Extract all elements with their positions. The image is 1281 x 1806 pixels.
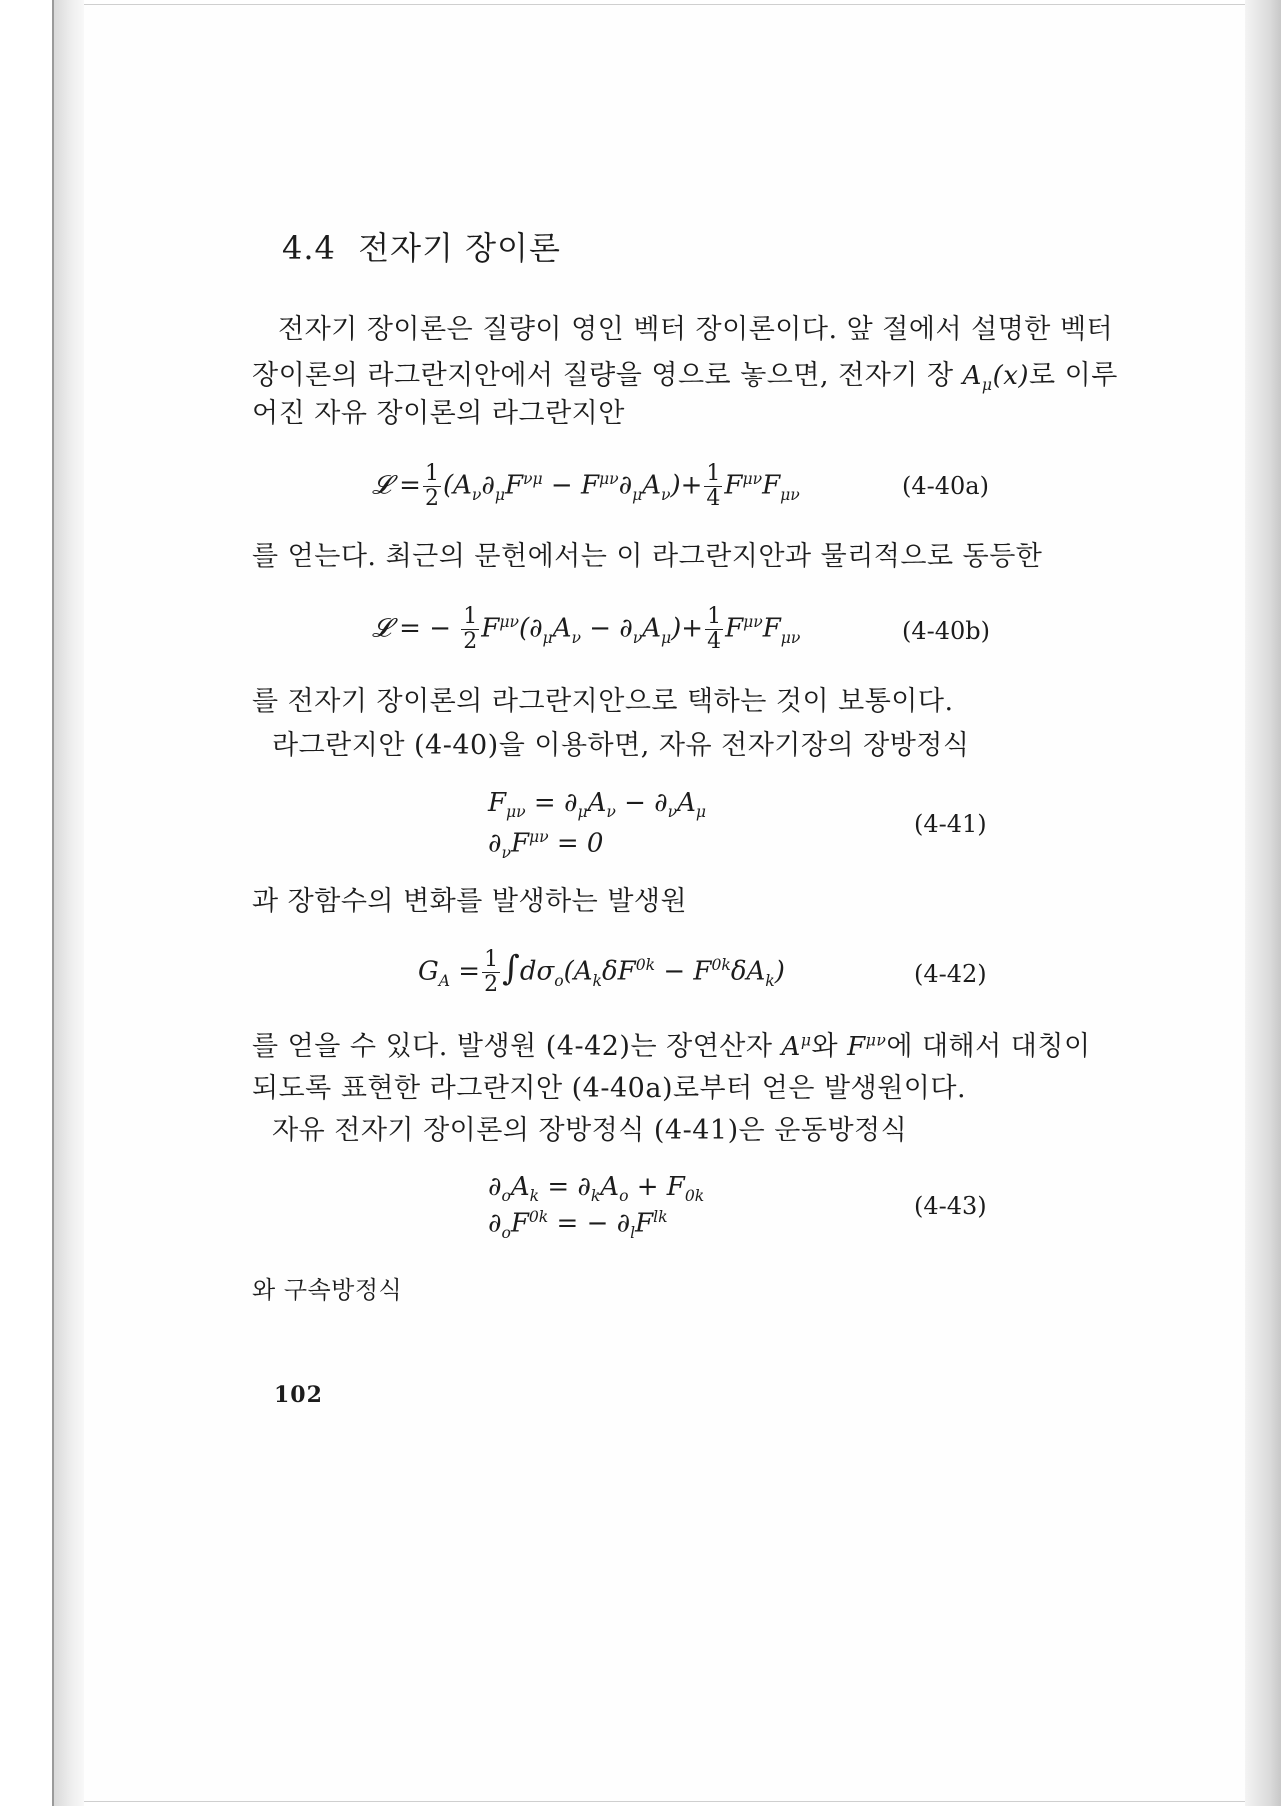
text-run: 장이론의 라그란지안에서 질량을 영으로 놓으면, 전자기 장 xyxy=(252,360,963,391)
equation-number: (4-40b) xyxy=(902,617,991,645)
inline-math-A-mu: $A^\mu$ xyxy=(781,1031,812,1062)
paragraph-line: 자유 전자기 장이론의 장방정식 (4-41)은 운동방정식 xyxy=(272,1115,908,1146)
equation-number: (4-43) xyxy=(914,1192,987,1220)
page-number: 102 xyxy=(274,1382,323,1408)
paragraph-line xyxy=(252,362,1118,394)
equation-number: (4-42) xyxy=(914,960,987,988)
equation-4-41-line2: $\partial_\nu F^{\mu\nu} = 0$ xyxy=(488,828,604,862)
equation-number: (4-41) xyxy=(914,810,987,838)
paragraph-line: 전자기 장이론은 질량이 영인 벡터 장이론이다. 앞 절에서 설명한 벡터 xyxy=(278,314,1114,345)
equation-4-40a: 𝓛 = $\frac{1}{2}$ $(A_\nu\partial_\mu F^{\nu\mu} - F^{\mu\nu}\partial_\mu A_\nu)+$ $\frac{1}{4}$ $F^{\mu\nu}F_{\mu\nu}$ xyxy=(372,461,800,512)
book-spine xyxy=(52,0,84,1806)
paragraph-line: 와 구속방정식 xyxy=(252,1276,403,1304)
text-run: 로 이루 xyxy=(1029,360,1118,391)
paragraph-line: 과 장함수의 변화를 발생하는 발생원 xyxy=(252,886,688,917)
section-title: 전자기 장이론 xyxy=(358,229,561,267)
section-heading xyxy=(282,229,561,267)
text-run: 와 xyxy=(811,1031,848,1062)
text-run: 를 얻을 수 있다. 발생원 (4-42)는 장연산자 xyxy=(252,1031,782,1062)
page-edge xyxy=(1245,0,1281,1806)
paragraph-line: 어진 자유 장이론의 라그란지안 xyxy=(252,398,625,429)
inline-math-F-munu: $F^{\mu\nu}$ xyxy=(847,1031,887,1062)
equation-4-40b: 𝓛 = − $\frac{1}{2}$ $F^{\mu\nu}(\partial_\mu A_\nu - \partial_\nu A_\mu)+$ $\frac{1}{4}$ $F^{\mu\nu}F_{\mu\nu}$ xyxy=(372,604,801,655)
equation-4-42: $G_A$ = $\frac{1}{2}$ $\int d\sigma_o(A_k\delta F^{0k} - F^{0k}\delta A_k)$ xyxy=(418,947,785,998)
equation-4-41-line1: $F_{\mu\nu} = \partial_\mu A_\nu - \partial_\nu A_\mu$ xyxy=(488,788,707,822)
equation-4-43-line2: $\partial_oF^{0k}$ = − $\partial_lF^{lk}$ xyxy=(488,1208,668,1242)
text-run: 에 대해서 대칭이 xyxy=(886,1031,1091,1062)
paragraph-line: 라그란지안 (4-40)을 이용하면, 자유 전자기장의 장방정식 xyxy=(272,730,970,761)
inline-math-A-mu-x: $A_\mu(x)$ xyxy=(962,361,1030,395)
section-number: 4.4 xyxy=(282,229,336,267)
paragraph-line: 를 전자기 장이론의 라그란지안으로 택하는 것이 보통이다. xyxy=(252,686,954,717)
paragraph-line xyxy=(252,1033,1091,1060)
equation-number: (4-40a) xyxy=(902,472,989,500)
paragraph-line: 를 얻는다. 최근의 문헌에서는 이 라그란지안과 물리적으로 동등한 xyxy=(252,541,1043,572)
equation-4-43-line1: $\partial_oA_k = \partial_kA_o + F_{0k}$ xyxy=(488,1172,705,1206)
paragraph-line: 되도록 표현한 라그란지안 (4-40a)로부터 얻은 발생원이다. xyxy=(252,1073,967,1104)
